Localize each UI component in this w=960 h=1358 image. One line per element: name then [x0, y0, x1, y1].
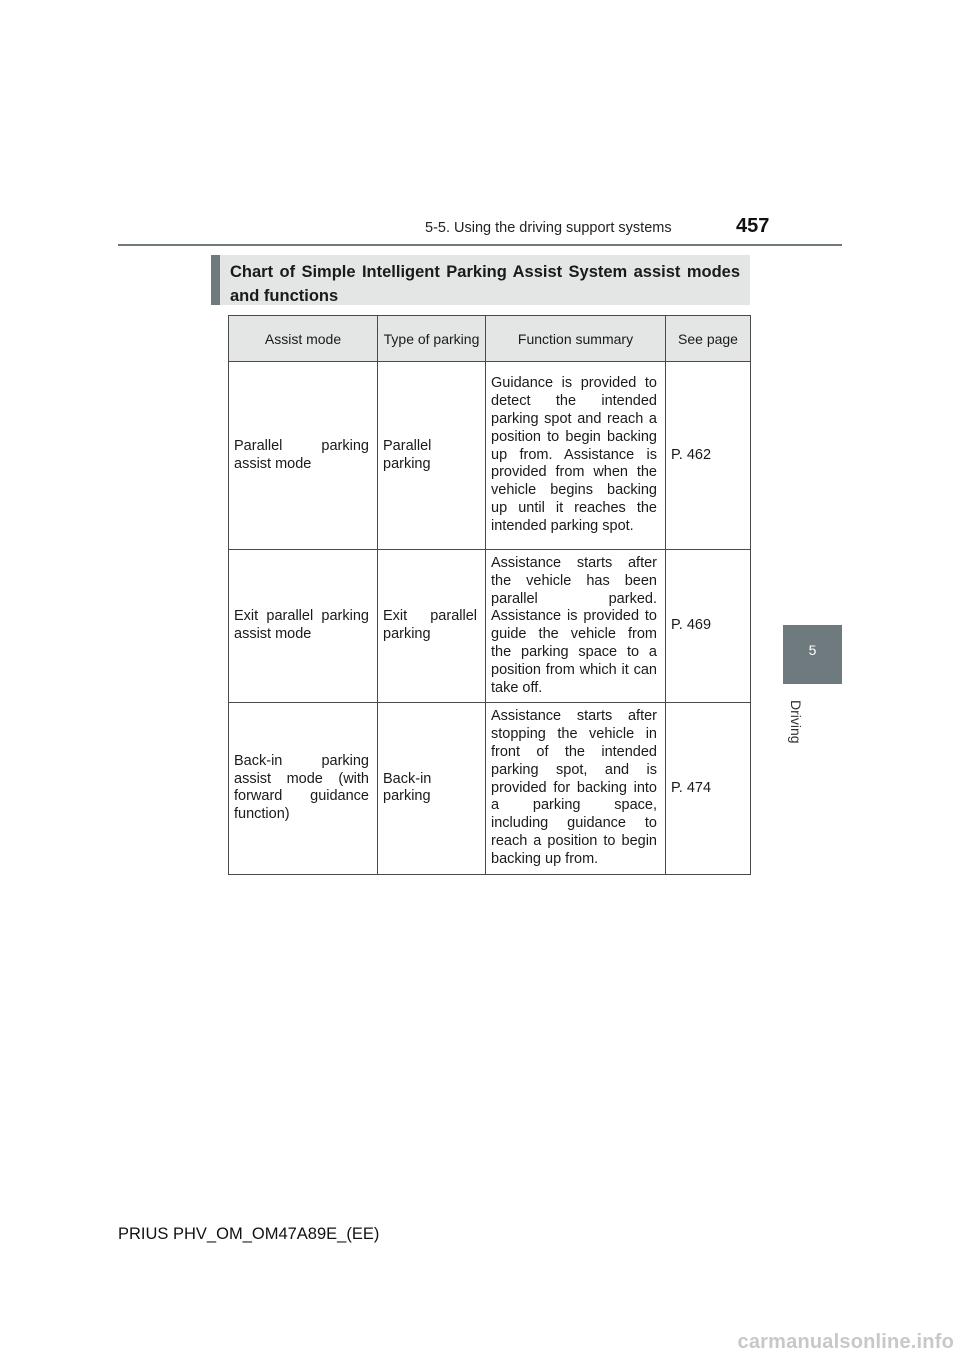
- table-header-row: [229, 316, 751, 362]
- page-reference-cell: P. 474: [666, 703, 751, 874]
- chapter-label: Driving: [788, 700, 804, 744]
- table-row: [229, 362, 751, 550]
- watermark: carmanualsonline.info: [737, 1331, 954, 1353]
- section-title: 5-5. Using the driving support systems: [425, 220, 672, 236]
- assist-mode-cell: Parallel parking assist mode: [229, 362, 378, 550]
- column-header-type-of-parking: Type of parking: [378, 316, 486, 362]
- column-header-function-summary: Function summary: [486, 316, 666, 362]
- table-row: [229, 703, 751, 874]
- table-row: [229, 550, 751, 703]
- column-header-see-page: See page: [666, 316, 751, 362]
- assist-mode-cell: Back-in parking assist mode (with forward guidance function): [229, 703, 378, 874]
- parking-type-cell: Parallel parking: [378, 362, 486, 550]
- function-summary-cell: Guidance is provided to detect the intended parking spot and reach a position to begin backing up from. Assistance is provided from when the vehicle begins backing up until it reaches the intended parking spot.: [486, 362, 666, 550]
- page-reference-cell: P. 469: [666, 550, 751, 703]
- parking-type-cell: Exit parallel parking: [378, 550, 486, 703]
- parking-type-cell: Back-in parking: [378, 703, 486, 874]
- assist-mode-cell: Exit parallel parking assist mode: [229, 550, 378, 703]
- page-reference-cell: P. 462: [666, 362, 751, 550]
- column-header-assist-mode: Assist mode: [229, 316, 378, 362]
- section-heading: Chart of Simple Intelligent Parking Assist System assist modes and functions: [211, 255, 750, 305]
- assist-modes-table: [228, 315, 751, 875]
- document-code: PRIUS PHV_OM_OM47A89E_(EE): [118, 1225, 380, 1243]
- header-divider: [118, 244, 842, 246]
- page-number: 457: [736, 215, 770, 237]
- function-summary-cell: Assistance starts after stopping the vehicle in front of the intended parking spot, and is provided for backing into a parking space, including guidance to reach a position to begin backing up from.: [486, 703, 666, 874]
- chapter-tab: 5: [783, 625, 842, 684]
- function-summary-cell: Assistance starts after the vehicle has been parallel parked. Assistance is provided to guide the vehicle from the parking space to a position from which it can take off.: [486, 550, 666, 703]
